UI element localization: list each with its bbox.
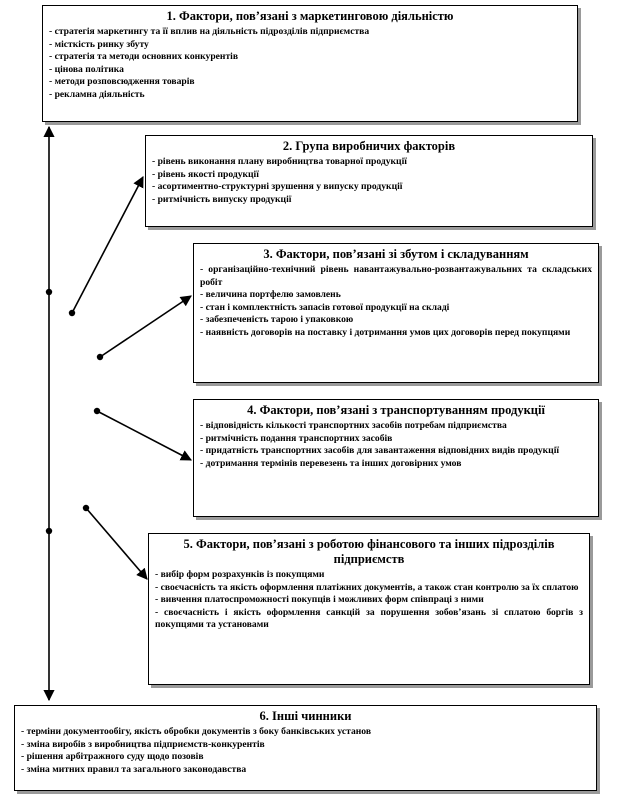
factor-list — [49, 26, 571, 102]
factor-list — [152, 156, 586, 206]
box-title: 6. Інші чинники — [259, 709, 352, 723]
factor-list — [155, 569, 583, 632]
list-item: - своєчасність і якість оформлення санкцій за порушення зобов’язань зі сплатою боргів з покупцями та установами — [155, 606, 583, 631]
list-item: - стан і комплектність запасів готової продукції на складі — [200, 301, 450, 313]
factor-list — [21, 726, 590, 776]
box-title: 3. Фактори, пов’язані зі збутом і складуванням — [263, 247, 529, 261]
list-item: - відповідність кількості транспортних засобів потребам підприємства — [200, 420, 507, 431]
box-sales-storage-factors — [193, 243, 599, 383]
box-title: 5. Фактори, пов’язані з роботою фінансового та інших підрозділів підприємств — [183, 537, 555, 566]
junction-dot — [46, 289, 52, 295]
arrow-to-box-2 — [69, 177, 143, 316]
list-item: - вибір форм розрахунків із покупцями — [155, 569, 325, 580]
list-item: - рівень виконання плану виробництва товарної продукції — [152, 156, 407, 167]
box-title: 2. Група виробничих факторів — [282, 139, 456, 153]
list-item: - рішення арбітражного суду щодо позовів — [21, 751, 204, 763]
list-item: - дотримання термінів перевезень та інших договірних умов — [200, 457, 462, 469]
arrow-to-box-5 — [83, 505, 147, 579]
list-item: - своєчасність та якість оформлення платіжних документів, а також стан контролю за їх сплатою — [155, 581, 579, 593]
list-item: - рівень якості продукції — [152, 168, 259, 180]
list-item: - стратегія маркетингу та її вплив на діяльність підрозділів підприємства — [49, 26, 370, 37]
box-title: 4. Фактори, пов’язані з транспортуванням продукції — [247, 403, 545, 417]
list-item: - організаційно-технічний рівень навантажувально-розвантажувальних та складських робіт — [200, 264, 592, 288]
list-item: - величина портфелю замовлень — [200, 289, 341, 301]
list-item: - зміна виробів з виробництва підприємств-конкурентів — [21, 738, 265, 750]
arrow-to-box-4 — [94, 408, 191, 460]
list-item: - ритмічність випуску продукції — [152, 193, 292, 205]
junction-dot — [46, 528, 52, 534]
list-item: - вивчення платоспроможності покупців і можливих форм співпраці з ними — [155, 594, 484, 606]
box-financial-factors — [148, 533, 590, 685]
list-item: - ритмічність подання транспортних засобів — [200, 432, 393, 444]
list-item: - методи розповсюдження товарів — [49, 76, 195, 88]
factor-list — [200, 420, 592, 470]
box-title: 1. Фактори, пов’язані з маркетинговою діяльністю — [166, 9, 454, 23]
list-item: - наявність договорів на поставку і дотримання умов цих договорів перед покупцями — [200, 326, 571, 338]
list-item: - місткість ринку збуту — [49, 38, 149, 50]
box-production-factors — [145, 135, 593, 227]
box-transport-factors — [193, 399, 599, 517]
arrow-to-box-3 — [97, 296, 191, 360]
list-item: - стратегія та методи основних конкурентів — [49, 51, 239, 63]
list-item: - зміна митних правил та загального законодавства — [21, 763, 247, 775]
box-marketing-factors — [42, 5, 578, 122]
box-other-factors — [14, 705, 597, 791]
factor-list — [200, 264, 592, 340]
list-item: - цінова політика — [49, 63, 124, 75]
list-item: - забезпеченість тарою і упаковкою — [200, 314, 354, 326]
list-item: - асортиментно-структурні зрушення у випуску продукції — [152, 181, 403, 193]
list-item: - рекламна діяльність — [49, 88, 145, 100]
list-item: - терміни документообігу, якість обробки документів з боку банківських установ — [21, 726, 372, 737]
list-item: - придатність транспортних засобів для завантаження відповідних видів продукції — [200, 445, 560, 457]
